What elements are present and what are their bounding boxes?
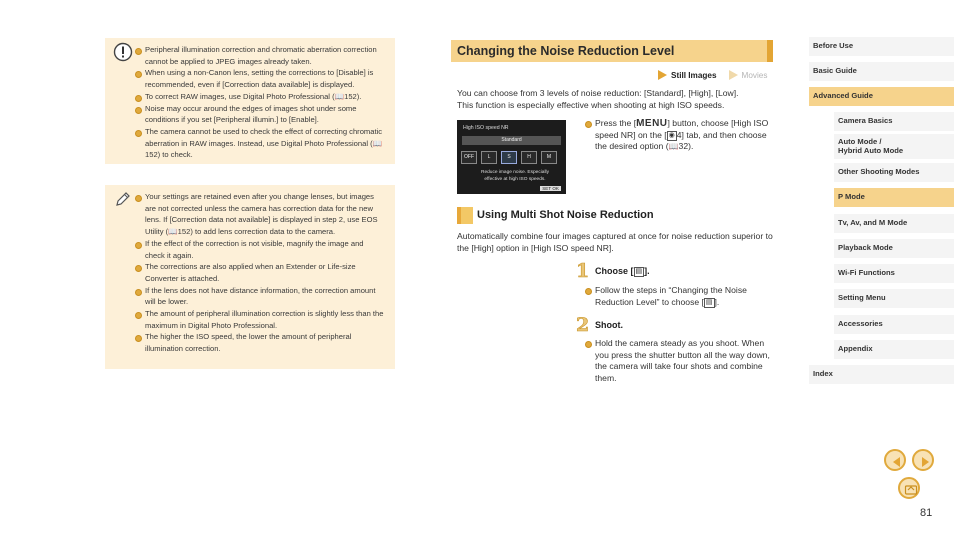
arrow-left-icon (890, 455, 904, 469)
section-heading (451, 40, 773, 62)
mode-movies-label: Movies (741, 70, 768, 80)
step-1-text (585, 285, 775, 308)
press-instructions (585, 118, 775, 153)
caution-box (105, 38, 395, 164)
intro-line: This function is especially effective when shooting at high ISO speeds. (457, 99, 725, 110)
list-item: If the lens does not have distance information, the correction amount will be lower. (135, 285, 385, 308)
nav-auto-line2: Hybrid Auto Mode (838, 146, 904, 155)
step-1-number: 1 (576, 260, 590, 282)
list-item: Noise may occur around the edges of images shot under some conditions if you set [Peripheral illumin.] to [Enable]. (135, 103, 385, 126)
previous-page-button[interactable] (884, 449, 906, 471)
list-item: The corrections are also applied when an Extender or Life-size Converter is attached. (135, 261, 385, 284)
nav-auto-mode[interactable] (834, 134, 954, 159)
option-low: L (481, 151, 497, 164)
next-page-button[interactable] (912, 449, 934, 471)
section-title: Changing the Noise Reduction Level (457, 44, 675, 58)
return-icon (904, 483, 918, 497)
step-2-text (585, 338, 777, 384)
return-button[interactable] (898, 477, 920, 499)
subsection-title: Using Multi Shot Noise Reduction (477, 209, 654, 221)
option-off: OFF (461, 151, 477, 164)
list-item: The amount of peripheral illumination correction is slightly less than the maximum in Digital Photo Professional. (135, 308, 385, 331)
section-intro (457, 88, 777, 111)
nav-accessories[interactable]: Accessories (834, 315, 954, 334)
still-mode-icon (658, 70, 667, 80)
page-number: 81 (920, 507, 933, 519)
list-item: The higher the ISO speed, the lower the amount of peripheral illumination correction. (135, 331, 385, 354)
list-item: The camera cannot be used to check the effect of correcting chromatic aberration in RAW images. Instead, use Digital Photo Professional (📖152) to check. (135, 126, 385, 161)
camera-screen-title: High ISO speed NR (463, 125, 509, 131)
option-high: H (521, 151, 537, 164)
option-standard: S (501, 151, 517, 164)
camera-tab-icon: ◉ (668, 131, 675, 139)
list-item: To correct RAW images, use Digital Photo Professional (📖152). (135, 91, 385, 103)
step-2-number: 2 (576, 314, 590, 336)
list-item: When using a non-Canon lens, setting the corrections to [Disable] is recommended, even if [Correction data available] is displayed. (135, 67, 385, 90)
nav-p-mode[interactable]: P Mode (834, 188, 954, 207)
nav-tv-av-m-mode[interactable]: Tv, Av, and M Mode (834, 214, 954, 233)
camera-screen-options (461, 151, 557, 164)
nav-basic-guide[interactable]: Basic Guide (809, 62, 954, 81)
nav-index[interactable]: Index (809, 365, 954, 384)
book-icon: 📖 (668, 142, 679, 151)
camera-screen-description: Reduce image noise. Especially effective at high ISO speeds. (481, 170, 549, 182)
nav-playback-mode[interactable]: Playback Mode (834, 239, 954, 258)
list-item: Follow the steps in “Changing the Noise Reduction Level” to choose [ ▤ ]. (585, 285, 775, 308)
multishot-nr-icon: ▤ (635, 268, 643, 275)
mode-still-label: Still Images (671, 70, 717, 80)
nav-appendix[interactable]: Appendix (834, 340, 954, 359)
menu-button-icon: MENU (636, 118, 668, 129)
camera-screen-selected: Standard (462, 136, 561, 145)
camera-screen-set: SET OK (542, 186, 559, 191)
list-item: Hold the camera steady as you shoot. When you press the shutter button all the way down, the camera will take four shots and combine them. (585, 338, 777, 384)
nav-before-use[interactable]: Before Use (809, 37, 954, 56)
nav-auto-line1: Auto Mode / (838, 137, 882, 146)
nav-other-shooting[interactable]: Other Shooting Modes (834, 163, 954, 182)
list-item: Press the [MENU] button, choose [High ISO speed NR] on the [ ◉ 4] tab, and then choose the desired option (📖32). (585, 118, 775, 153)
movie-mode-icon (729, 70, 738, 80)
list-item: If the effect of the correction is not visible, magnify the image and check it again. (135, 238, 385, 261)
nav-advanced-guide[interactable]: Advanced Guide (809, 87, 954, 106)
nav-camera-basics[interactable]: Camera Basics (834, 112, 954, 131)
nav-wifi-functions[interactable]: Wi-Fi Functions (834, 264, 954, 283)
multishot-nr-icon: ▤ (705, 298, 713, 306)
step-1-title: Choose [ ▤ ]. (595, 266, 650, 276)
caution-icon (113, 42, 133, 62)
list-item: Peripheral illumination correction and chromatic aberration correction cannot be applied to JPEG images already taken. (135, 44, 385, 67)
memo-list (135, 191, 385, 355)
caution-list (135, 44, 385, 161)
pencil-icon (113, 189, 133, 209)
subsection-icon (457, 207, 473, 224)
option-multishot: M (541, 151, 557, 164)
subsection-intro: Automatically combine four images captured at once for noise reduction superior to the [High] option in [High ISO speed NR]. (457, 231, 773, 253)
step-2-title: Shoot. (595, 320, 623, 330)
camera-screen (457, 120, 566, 194)
memo-box (105, 185, 395, 369)
list-item: Your settings are retained even after you change lenses, but images are not corrected unless the camera has correction data for the new lens. If [Correction data not available] is displayed in step 2, use EOS Utility (📖152) to add lens correction data to the camera. (135, 191, 385, 238)
arrow-right-icon (918, 455, 932, 469)
mode-indicator (658, 70, 767, 80)
nav-setting-menu[interactable]: Setting Menu (834, 289, 954, 308)
intro-line: You can choose from 3 levels of noise reduction: [Standard], [High], [Low]. (457, 88, 739, 98)
